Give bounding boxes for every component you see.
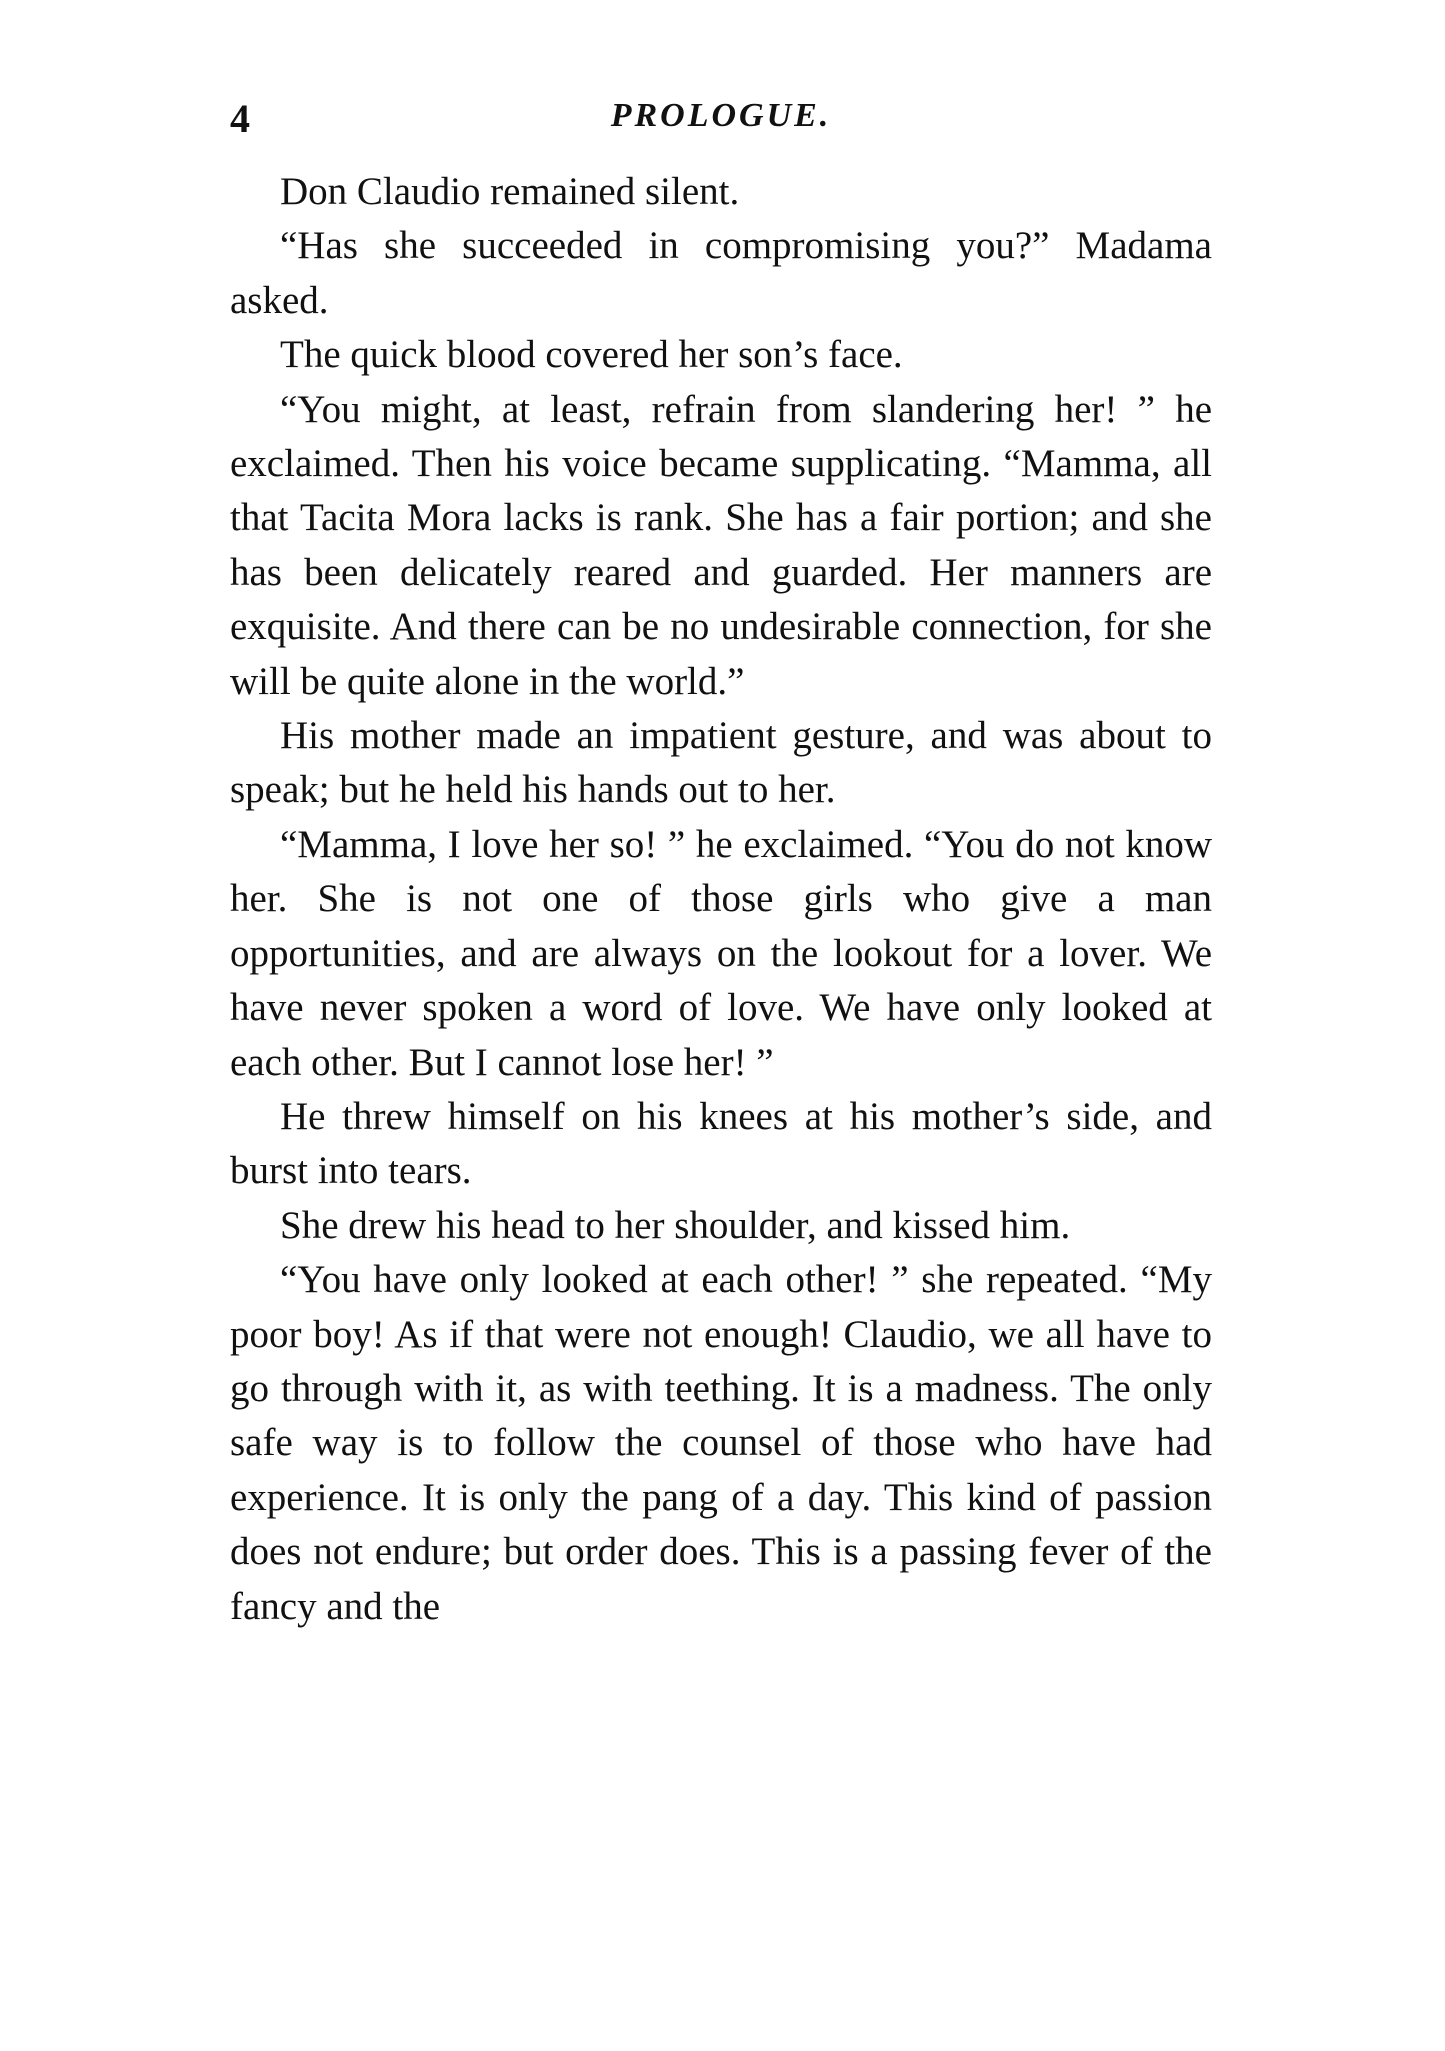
body-text <box>230 165 1212 1634</box>
paragraph: “You have only looked at each other! ” she repeated. “My poor boy! As if that were not enough! Claudio, we all have to go through with it, as with teething. It is a madness. The only safe way is to follow the counsel of those who have had experience. It is only the pang of a day. This kind of passion does not endure; but order does. This is a passing fever of the fancy and the <box>230 1258 1212 1628</box>
paragraph: “Mamma, I love her so! ” he exclaimed. “You do not know her. She is not one of those girls who give a man opportunities, and are always on the lookout for a lover. We have never spoken a word of love. We have only looked at each other. But I cannot lose her! ” <box>230 822 1212 1084</box>
running-head: PROLOGUE. <box>610 97 832 134</box>
page-header <box>230 95 1212 145</box>
paragraph: “You might, at least, refrain from slandering her! ” he exclaimed. Then his voice became supplicating. “Mamma, all that Tacita Mora lacks is rank. She has a fair portion; and she has been delicately reared and guarded. Her manners are exquisite. And there can be no undesirable connection, for she will be quite alone in the world.” <box>230 387 1212 703</box>
paragraph: His mother made an impatient gesture, and was about to speak; but he held his hands out to her. <box>230 714 1212 812</box>
page-number: 4 <box>230 96 250 141</box>
paragraph: He threw himself on his knees at his mother’s side, and burst into tears. <box>230 1094 1212 1193</box>
paragraph: “Has she succeeded in compromising you?” Madama asked. <box>230 224 1212 322</box>
paragraph: Don Claudio remained silent. <box>280 170 740 213</box>
paragraph: She drew his head to her shoulder, and kissed him. <box>280 1203 1071 1247</box>
paragraph: The quick blood covered her son’s face. <box>280 333 903 377</box>
